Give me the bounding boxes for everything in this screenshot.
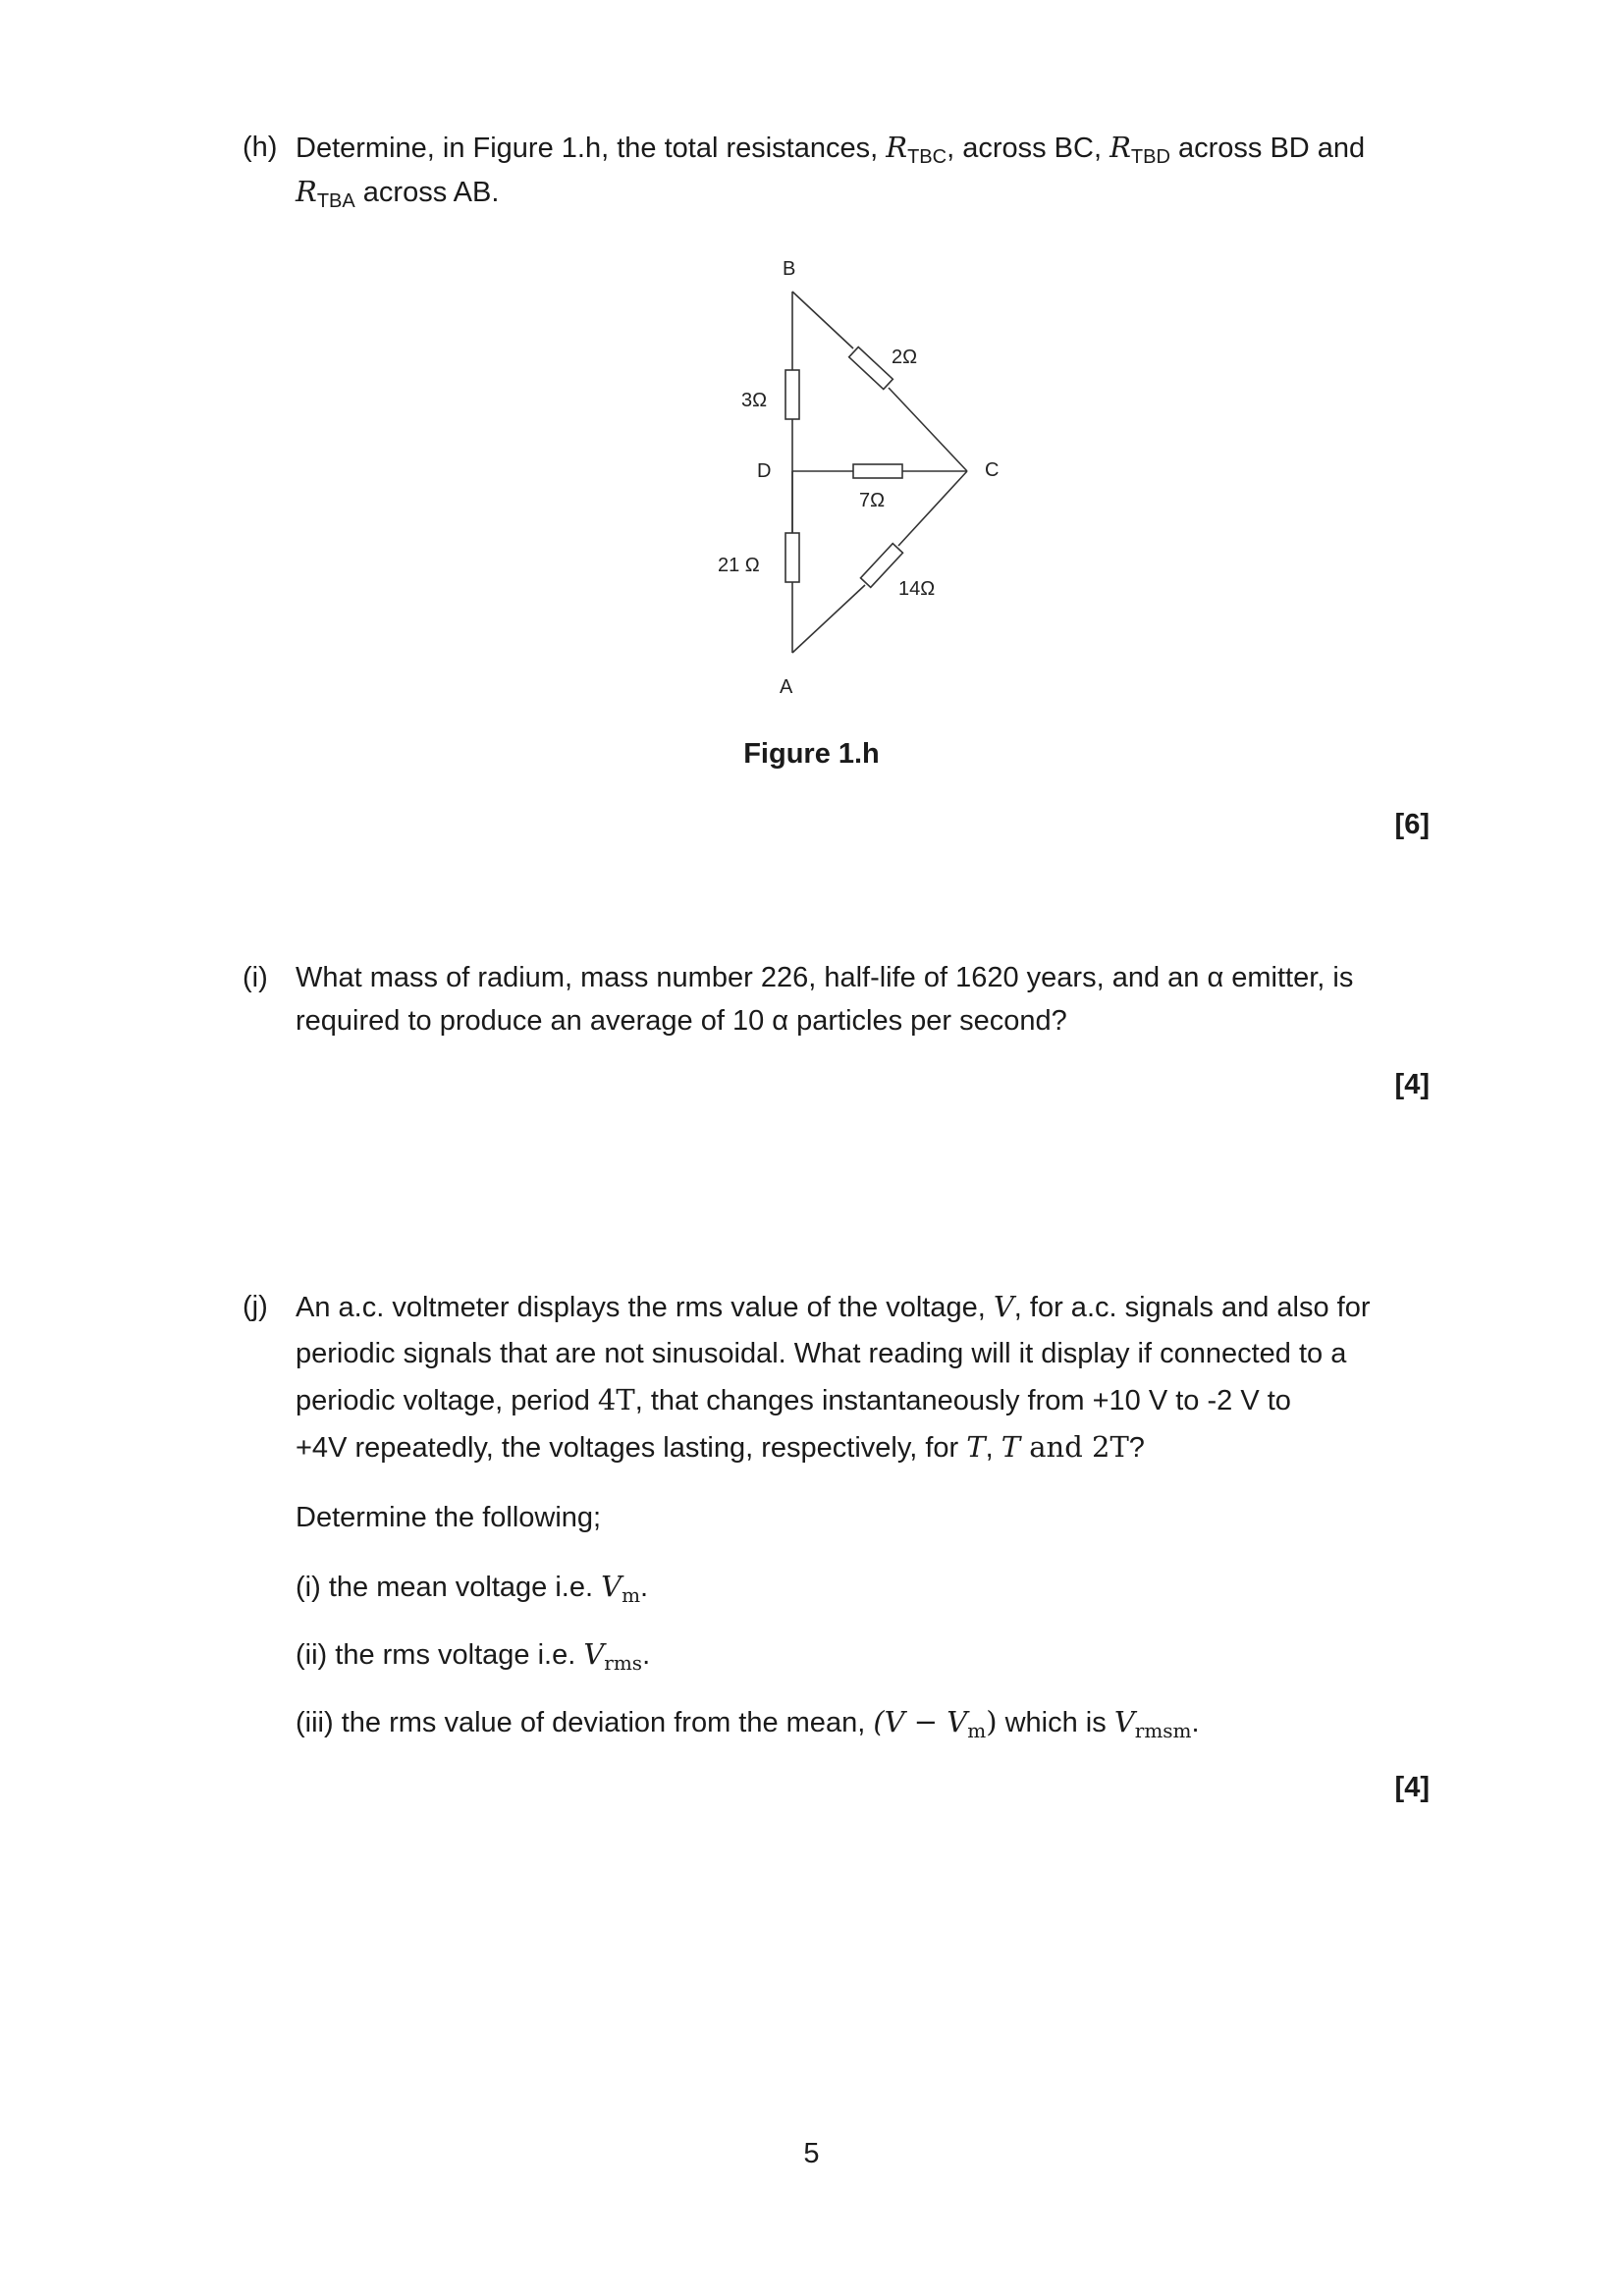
question-label: (i) — [243, 962, 268, 993]
resistor-label-2ohm: 2Ω — [892, 347, 918, 368]
sub-question-2: (ii) the rms voltage i.e. $V_{rms}$. — [296, 1637, 651, 1675]
question-label: (h) — [243, 132, 278, 163]
wire — [792, 585, 865, 653]
node-label-a: A — [780, 676, 793, 698]
wire — [792, 292, 853, 348]
marks-h: [6] — [1394, 809, 1430, 840]
sub-question-1: (i) the mean voltage i.e. $V_m$. — [296, 1570, 649, 1607]
node-label-c: C — [985, 459, 1000, 481]
resistor-label-3ohm: 3Ω — [741, 390, 768, 411]
resistor-label-7ohm: 7Ω — [859, 490, 886, 511]
marks-j: [4] — [1394, 1772, 1430, 1803]
wire — [889, 388, 967, 471]
resistor-21ohm — [785, 533, 799, 582]
question-h — [243, 126, 1470, 214]
question-j — [243, 1284, 1480, 1470]
node-label-d: D — [757, 460, 772, 482]
question-label: (j) — [243, 1291, 268, 1322]
resistor-3ohm — [785, 370, 799, 419]
question-text: An a.c. voltmeter displays the rms value of the voltage, V, for a.c. signals and also for periodic signals that are not sinusoidal. What reading will it display if connected to a periodic voltage, period 4T, that changes instantaneously from +10 V to -2 V to +4V repeatedly, the voltages lasting, respectively, for T, T and 2T? — [296, 1290, 1371, 1464]
determine-text: Determine the following; — [296, 1502, 602, 1533]
page-number: 5 — [803, 2138, 820, 2169]
marks-i: [4] — [1394, 1069, 1430, 1100]
resistor-7ohm — [853, 464, 902, 478]
resistor-2ohm — [849, 347, 893, 390]
circuit-diagram — [687, 245, 1021, 707]
figure-caption: Figure 1.h — [743, 738, 880, 770]
question-text: What mass of radium, mass number 226, half-life of 1620 years, and an α emitter, is required to produce an average of 10 α particles per second? — [296, 962, 1354, 1037]
resistor-label-14ohm: 14Ω — [898, 578, 936, 600]
resistor-14ohm — [861, 544, 903, 588]
sub-question-3: (iii) the rms value of deviation from the mean, $(V - V_m)$ which is $V_{rmsm}$. — [296, 1705, 1200, 1742]
wire — [898, 471, 967, 546]
resistor-label-21ohm: 21 Ω — [718, 555, 760, 576]
node-label-b: B — [783, 258, 796, 280]
question-i — [243, 956, 1470, 1044]
question-text: Determine, in Figure 1.h, the total resistances, $R_{TBC}$, across BC, $R_{TBD}$ across BD and $R_{TBA}$ across AB. — [296, 131, 1366, 212]
